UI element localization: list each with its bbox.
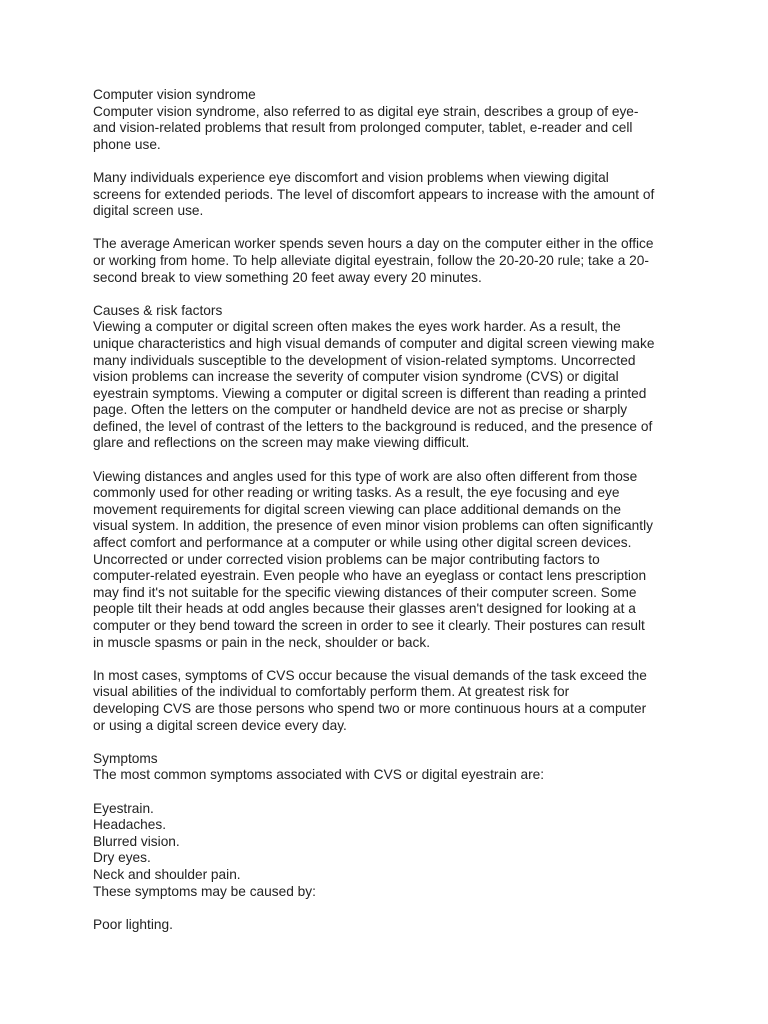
paragraph bbox=[93, 303, 693, 452]
text-line: digital screen use. bbox=[93, 203, 204, 219]
text-line: Viewing distances and angles used for this type of work are also often different from those bbox=[93, 468, 638, 484]
cause-list bbox=[93, 917, 693, 934]
text-line: movement requirements for digital screen viewing can place additional demands on the bbox=[93, 501, 622, 517]
text-line: visual abilities of the individual to comfortably perform them. At greatest risk for bbox=[93, 684, 570, 700]
paragraph-gap bbox=[93, 286, 693, 303]
text-line: second break to view something 20 feet away every 20 minutes. bbox=[93, 269, 482, 285]
section-heading: Symptoms bbox=[93, 750, 158, 766]
list-item: Headaches. bbox=[93, 817, 167, 833]
text-line: developing CVS are those persons who spend two or more continuous hours at a computer bbox=[93, 700, 647, 716]
paragraph-gap bbox=[93, 734, 693, 751]
section-heading: Computer vision syndrome bbox=[93, 87, 256, 102]
text-line: defined, the level of contrast of the letters to the background is reduced, and the presence of bbox=[93, 418, 653, 434]
text-line: Many individuals experience eye discomfort and vision problems when viewing digital bbox=[93, 169, 609, 185]
text-line: screens for extended periods. The level of discomfort appears to increase with the amount of bbox=[93, 186, 655, 202]
section-heading: Causes & risk factors bbox=[93, 302, 223, 318]
paragraph bbox=[93, 668, 693, 734]
paragraph-gap bbox=[93, 900, 693, 917]
text-line: vision problems can increase the severity of computer vision syndrome (CVS) or digital bbox=[93, 369, 619, 385]
text-line: Computer vision syndrome, also referred to as digital eye strain, describes a group of eye- bbox=[93, 103, 639, 119]
paragraph-gap bbox=[93, 452, 693, 469]
text-line: unique characteristics and high visual demands of computer and digital screen viewing make bbox=[93, 335, 655, 351]
paragraph-gap bbox=[93, 153, 693, 170]
text-line: The most common symptoms associated with CVS or digital eyestrain are: bbox=[93, 767, 545, 783]
list-item: Poor lighting. bbox=[93, 916, 173, 932]
text-line: and vision-related problems that result from prolonged computer, tablet, e-reader and cell bbox=[93, 120, 633, 136]
text-line: eyestrain symptoms. Viewing a computer or digital screen is different than reading a printed bbox=[93, 385, 647, 401]
list-item: Neck and shoulder pain. bbox=[93, 866, 241, 882]
list-item: Blurred vision. bbox=[93, 833, 180, 849]
text-line: page. Often the letters on the computer or handheld device are not as precise or sharply bbox=[93, 402, 628, 418]
text-line: or using a digital screen device every day. bbox=[93, 717, 347, 733]
paragraph bbox=[93, 751, 693, 784]
text-line: phone use. bbox=[93, 136, 161, 152]
paragraph bbox=[93, 170, 693, 220]
text-line: commonly used for other reading or writing tasks. As a result, the eye focusing and eye bbox=[93, 485, 620, 501]
paragraph bbox=[93, 469, 693, 652]
paragraph-gap bbox=[93, 220, 693, 237]
list-item: Eyestrain. bbox=[93, 800, 154, 816]
text-line: These symptoms may be caused by: bbox=[93, 883, 316, 899]
text-line: may find it's not suitable for the specific viewing distances of their computer screen. Some bbox=[93, 584, 637, 600]
document-page bbox=[93, 87, 693, 933]
paragraph-gap bbox=[93, 784, 693, 801]
text-line: in muscle spasms or pain in the neck, shoulder or back. bbox=[93, 634, 431, 650]
text-line: computer or they bend toward the screen in order to see it clearly. Their postures can result bbox=[93, 618, 645, 633]
text-line: computer-related eyestrain. Even people who have an eyeglass or contact lens prescription bbox=[93, 568, 647, 584]
text-line: many individuals susceptible to the development of vision-related symptoms. Uncorrected bbox=[93, 352, 636, 368]
paragraph-gap bbox=[93, 651, 693, 668]
text-line: people tilt their heads at odd angles because their glasses aren't designed for looking at a bbox=[93, 601, 636, 617]
text-line: Viewing a computer or digital screen often makes the eyes work harder. As a result, the bbox=[93, 319, 621, 335]
paragraph bbox=[93, 236, 693, 286]
text-line: visual system. In addition, the presence of even minor vision problems can often significantly bbox=[93, 518, 653, 534]
text-line: Uncorrected or under corrected vision problems can be major contributing factors to bbox=[93, 551, 600, 567]
text-line: glare and reflections on the screen may make viewing difficult. bbox=[93, 435, 470, 451]
text-line: The average American worker spends seven hours a day on the computer either in the office bbox=[93, 236, 654, 252]
paragraph bbox=[93, 87, 693, 153]
text-line: In most cases, symptoms of CVS occur because the visual demands of the task exceed the bbox=[93, 667, 647, 683]
symptom-list bbox=[93, 801, 693, 901]
text-line: or working from home. To help alleviate digital eyestrain, follow the 20-20-20 rule; take a 20- bbox=[93, 252, 649, 268]
list-item: Dry eyes. bbox=[93, 850, 151, 866]
text-line: affect comfort and performance at a computer or while using other digital screen devices. bbox=[93, 535, 632, 551]
